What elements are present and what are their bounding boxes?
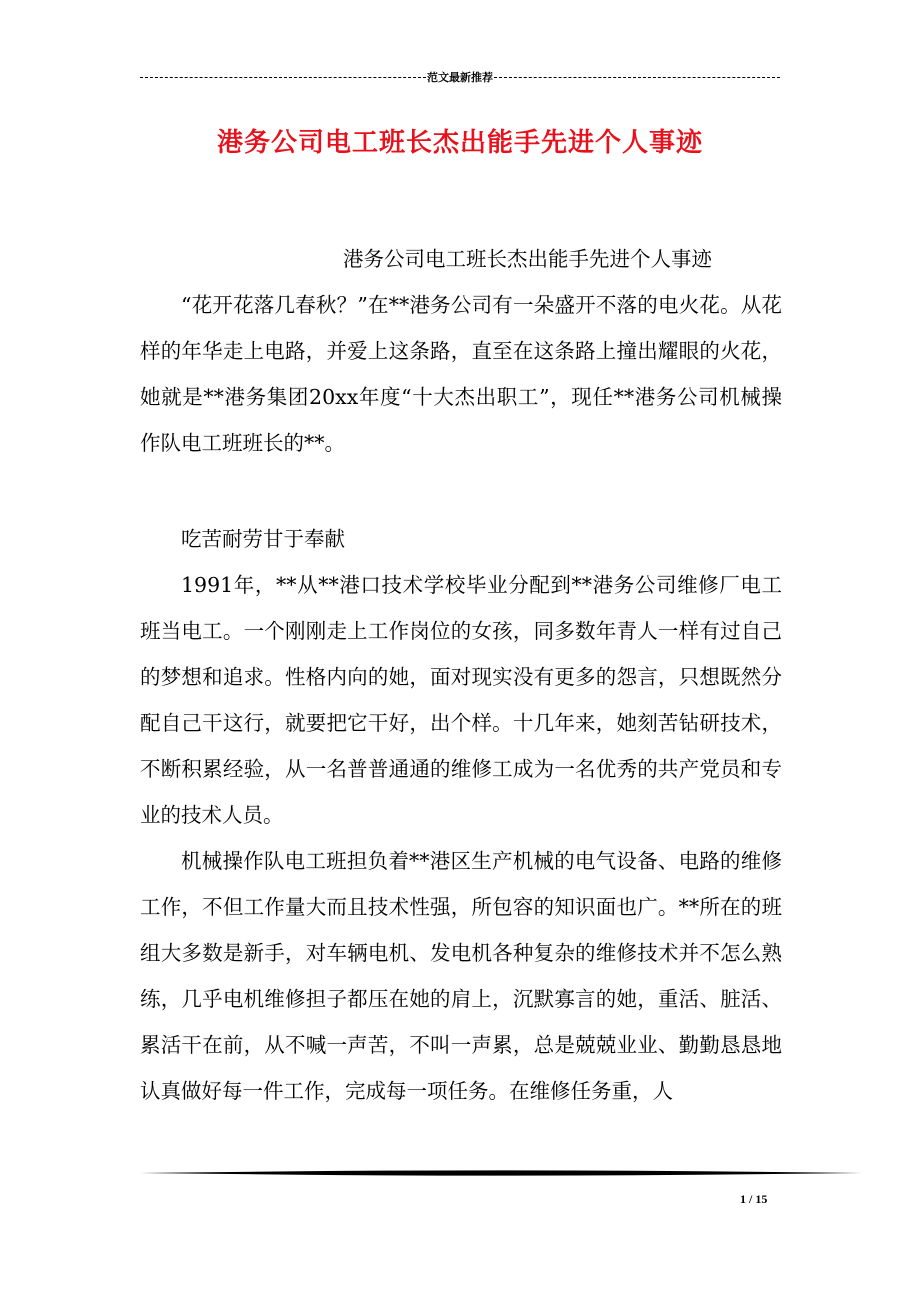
document-body [140, 236, 782, 1114]
document-title: 港务公司电工班长杰出能手先进个人事迹 [216, 128, 703, 158]
document-subtitle: 港务公司电工班长杰出能手先进个人事迹 [343, 247, 712, 271]
paragraph: 机械操作队电工班担负着**港区生产机械的电气设备、电路的维修工作，不但工作量大而且技术性强，所包容的知识面也广。**所在的班组大多数是新手，对车辆电机、发电机各种复杂的维修技术并不怎么熟练，几乎电机维修担子都压在她的肩上，沉默寡言的她，重活、脏活、累活干在前，从不喊一声苦，不叫一声累，总是兢兢业业、勤勤恳恳地认真做好每一件工作，完成每一项任务。在维修任务重，人 [140, 849, 782, 1103]
section-heading: 吃苦耐劳甘于奉献 [181, 527, 345, 551]
footer-rule [140, 1170, 862, 1176]
paragraph: 1991年，**从**港口技术学校毕业分配到**港务公司维修厂电工班当电工。一个刚刚走上工作岗位的女孩，同多数年青人一样有过自己的梦想和追求。性格内向的她，面对现实没有更多的怨言，只想既然分配自己干这行，就要把它干好，出个样。十几年来，她刻苦钻研技术，不断积累经验，从一名普普通通的维修工成为一名优秀的共产党员和专业的技术人员。 [140, 573, 782, 827]
page-number: 1 / 15 [740, 1192, 768, 1206]
paragraph: “花开花落几春秋？”在**港务公司有一朵盛开不落的电火花。从花样的年华走上电路，并爱上这条路，直至在这条路上撞出耀眼的火花，她就是**港务集团20xx年度“十大杰出职工”，现任**港务公司机械操作队电工班班长的**。 [140, 293, 782, 455]
header-label: 范文最新推荐 [427, 71, 493, 84]
header-rule-left [140, 77, 426, 78]
page-header [140, 70, 780, 84]
header-rule-right [494, 77, 780, 78]
